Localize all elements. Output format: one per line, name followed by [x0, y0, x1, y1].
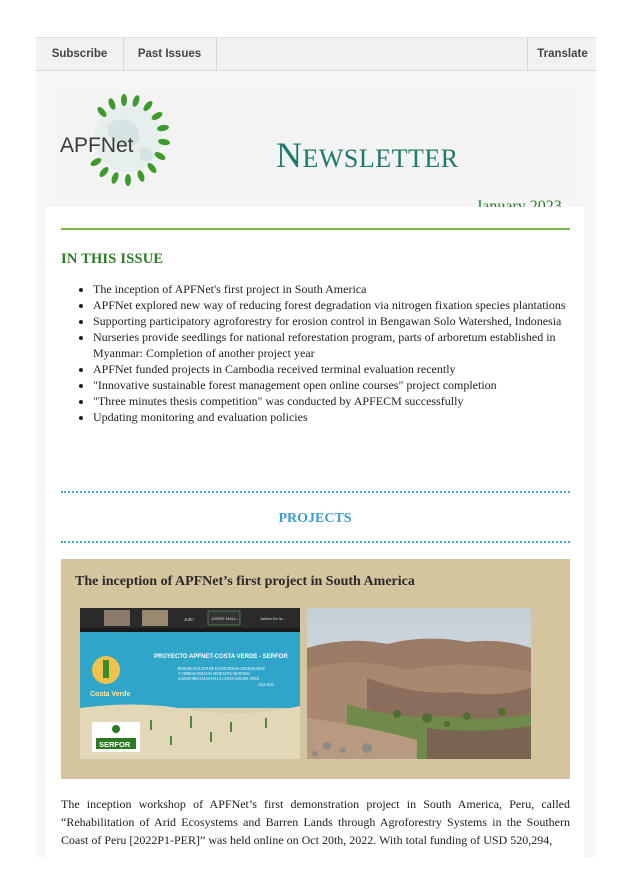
list-item: • The inception of APFNet's first project in South America	[93, 281, 596, 297]
projects-heading: PROJECTS	[278, 511, 352, 526]
divider-green	[61, 228, 570, 230]
subscribe-button[interactable]: Subscribe	[36, 38, 124, 70]
in-this-issue-heading: IN THIS ISSUE	[61, 251, 164, 267]
workshop-slide-image	[80, 608, 300, 759]
translate-button[interactable]: Translate	[527, 38, 596, 70]
svg-text:SERFOR: SERFOR	[99, 740, 131, 749]
arid-landscape-photo	[307, 608, 531, 759]
list-item: • Nurseries provide seedlings for national reforestation program, parts of arboretum established in Myanmar: Completion of another project year	[93, 329, 596, 361]
svg-text:PROYECTO APFNET-COSTA VERDE -: PROYECTO APFNET-COSTA VERDE - SERFOR	[154, 654, 288, 660]
issue-list	[61, 281, 596, 425]
past-issues-button[interactable]: Past Issues	[123, 38, 217, 70]
newsletter-title: NEWSLETTER	[276, 135, 459, 175]
svg-text:Julieta De la...: Julieta De la...	[260, 616, 286, 621]
apfnet-logo	[58, 94, 188, 194]
svg-text:AGROFORESTALES EN LA COSTA SUR: AGROFORESTALES EN LA COSTA SUR DEL PERÚ	[178, 677, 260, 681]
list-item: • "Innovative sustainable forest management open online courses" project completion	[93, 377, 596, 393]
svg-text:Costa Verde: Costa Verde	[90, 691, 131, 698]
svg-text:APFNet: APFNet	[60, 134, 134, 157]
feature-box	[61, 559, 570, 779]
list-item: • Updating monitoring and evaluation policies	[93, 409, 596, 425]
svg-text:John: John	[184, 617, 194, 622]
svg-text:JORGE MALL...: JORGE MALL...	[211, 616, 240, 621]
list-item: • Supporting participatory agroforestry for erosion control in Bengawan Solo Watershed, Indonesia	[93, 313, 596, 329]
svg-text:2022-2024: 2022-2024	[258, 683, 274, 687]
newsletter-header	[58, 94, 574, 194]
divider-dotted-top	[61, 491, 570, 493]
top-nav-bar	[36, 37, 596, 71]
feature-title: The inception of APFNet’s first project in South America	[75, 574, 415, 589]
list-item: • APFNet funded projects in Cambodia received terminal evaluation recently	[93, 361, 596, 377]
list-item: • "Three minutes thesis competition" was conducted by APFECM successfully	[93, 393, 596, 409]
list-item: • APFNet explored new way of reducing forest degradation via nitrogen fixation species plantations	[93, 297, 596, 313]
svg-text:REHABILITACION DE ECOSISTEMAS: REHABILITACION DE ECOSISTEMAS DEGRADADOS	[178, 667, 265, 671]
newsletter-frame	[36, 37, 596, 857]
divider-dotted-bottom	[61, 541, 570, 543]
svg-text:Y TIERRAS ERIAZAS MEDIANTE SIS: Y TIERRAS ERIAZAS MEDIANTE SISTEMAS	[178, 672, 251, 676]
article-body: The inception workshop of APFNet’s first demonstration project in South America, Peru, called “Rehabilitation of Arid Ecosystems and Barren Lands through Agroforestry Systems in the Southern Coast of Peru [2022P1-PER]” was held online on Oct 20th, 2022. With total funding of USD 520,294,	[61, 797, 570, 847]
newsletter-content	[46, 207, 584, 857]
